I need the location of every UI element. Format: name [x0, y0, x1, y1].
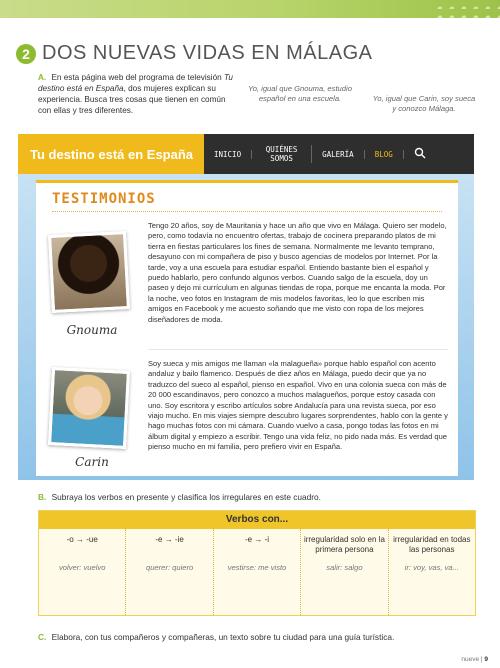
website-brand[interactable]: Tu destino está en España	[18, 134, 204, 174]
verb-column-head: irregularidad solo en la primera persona	[303, 535, 385, 554]
section-c-text: Elabora, con tus compañeros y compañeras, un texto sobre tu ciudad para una guía turística.	[51, 632, 395, 642]
page-footer: nueve | 9	[461, 656, 488, 663]
verb-column-example: salir: salgo	[326, 563, 363, 572]
verb-column	[214, 529, 301, 615]
unit-header	[16, 42, 373, 65]
carin-name: Carin	[75, 455, 109, 469]
website-navbar	[18, 134, 474, 174]
testimonial-divider	[148, 349, 448, 350]
verb-column-example: vestirse: me visto	[227, 563, 287, 572]
unit-title: DOS NUEVAS VIDAS EN MÁLAGA	[42, 42, 373, 64]
example-bubble-2: Yo, igual que Carin, soy sueca y conozco Málaga.	[372, 94, 476, 113]
gnouma-name: Gnouma	[66, 323, 118, 337]
carin-testimonial: Soy sueca y mis amigos me llaman «la malagueña» porque hablo español con acento andaluz y bailo flamenco. Después de diez años en Málaga, puedo decir que ya no traduzco del sueco al español, pienso en español. Vivo en una colonia sueca con más de 20 000 escandinavos, pero conozco a muchos malagueños, porque estoy casada con uno. Soy escritora y escribo artículos sobre Andalucía para una revista sueca, por eso viajo mucho. En mis viajes siempre descubro lugares sorprendentes, hablo con la gente y hago muchas fotos con mi cámara. Cuando vuelvo a casa, pongo todas las fotos en mi álbum digital y empiezo a escribir. Tengo una vida feliz, no pido nada más. Es verdad que pienso mucho en mi familia, pero prefiero vivir en España.	[148, 359, 448, 452]
section-a-line1: En esta página web del programa de televisión	[51, 73, 222, 82]
example-bubble-1: Yo, igual que Gnouma, estudio español en una escuela.	[248, 84, 352, 103]
section-a-letter: A.	[38, 73, 47, 82]
verb-table	[38, 510, 476, 616]
section-a-instruction	[38, 72, 238, 116]
verb-column-head: -e → -i	[245, 535, 270, 544]
section-b-letter: B.	[38, 492, 47, 502]
verb-column	[39, 529, 126, 615]
top-dot-pattern	[430, 0, 500, 18]
verb-column-example: volver: vuelvo	[58, 563, 106, 572]
testimonials-panel	[36, 180, 458, 476]
section-c-instruction	[38, 632, 394, 642]
title-divider	[52, 211, 442, 212]
nav-item-blog[interactable]: BLOG	[365, 150, 404, 159]
nav-item-galeria[interactable]: GALERÍA	[312, 150, 365, 159]
search-icon[interactable]	[414, 147, 426, 162]
verb-column	[301, 529, 388, 615]
nav-item-inicio[interactable]: INICIO	[204, 150, 252, 159]
program-name: Tu destino está en España	[38, 73, 233, 93]
nav-item-quienes-somos[interactable]: QUIÉNES SOMOS	[252, 145, 312, 163]
gnouma-testimonial: Tengo 20 años, soy de Mauritania y hace un año que vivo en Málaga. Quiero ser modelo, pero, como todavía no encuentro ofertas, trabajo de cocinera preparando platos de mi tierra en fiestas particulares los fines de semana. Normalmente me levanto temprano, desayuno con mi compañera de piso y busco agencias de modelos por Internet. Por la tarde, voy a una escuela para estudiar español. Entiendo bastante bien el español y puedo hablarlo, pero confundo algunos verbos. Cuando salgo de la escuela, doy un paseo y dejo mi currículum en algunas tiendas de ropa, porque me encanta la moda. Por la noche, veo fotos en Instagram de mis modelos favoritas, leo lo que escriben mis amigos en Facebook y me acuesto soñando que me visto con ropa de los mejores diseñadores de moda.	[148, 221, 447, 324]
verb-table-title: Verbos con...	[39, 511, 475, 529]
verb-column-example: ir: voy, vas, va...	[404, 563, 459, 572]
verb-column	[126, 529, 213, 615]
verb-column-head: -o → -ue	[66, 535, 98, 544]
gnouma-photo	[48, 231, 130, 313]
section-b-instruction	[38, 492, 321, 502]
page-word: nueve	[461, 656, 480, 663]
page-number: 9	[484, 656, 488, 663]
carin-photo	[48, 367, 130, 449]
website-mockup	[18, 134, 474, 480]
section-b-text: Subraya los verbos en presente y clasifica los irregulares en este cuadro.	[51, 492, 321, 502]
verb-column	[389, 529, 475, 615]
verb-column-example: querer: quiero	[145, 563, 194, 572]
verb-column-head: irregularidad en todas las personas	[393, 535, 471, 554]
section-a-line2: , dos mujeres explican su experiencia. Busca tres cosas que tienen en común con ellas y tres diferentes.	[38, 84, 226, 115]
verb-column-head: -e → -ie	[155, 535, 184, 544]
section-c-letter: C.	[38, 632, 47, 642]
top-decorative-band	[0, 0, 500, 18]
testimonials-title: TESTIMONIOS	[52, 191, 156, 207]
unit-number-badge: 2	[16, 44, 36, 64]
